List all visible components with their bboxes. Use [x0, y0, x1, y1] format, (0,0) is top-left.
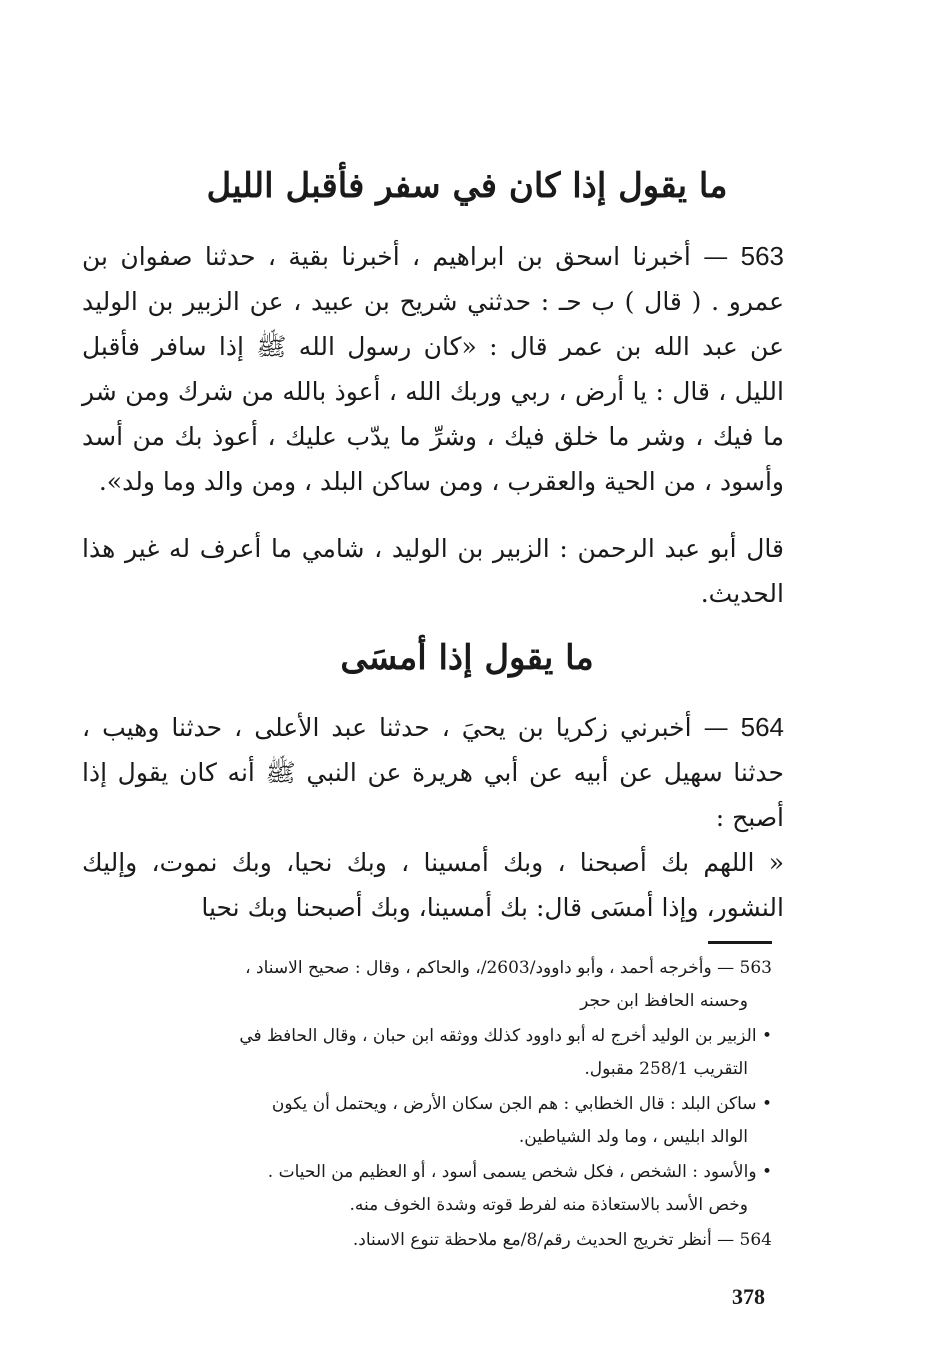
footnote-text: والأسود : الشخص ، فكل شخص يسمى أسود ، أو العظيم من الحيات . — [267, 1162, 757, 1182]
footnote-marker: • — [761, 1026, 772, 1046]
footnote — [82, 1088, 772, 1154]
hadith-text: — أخبرني زكريا بن يحيَ ، حدثنا عبد الأعلى ، حدثنا وهيب ، حدثنا سهيل عن أبيه عن أبي هريرة عن النبي ﷺ أنه كان يقول إذا أصبح : — [82, 713, 785, 832]
hadith-text: — أخبرنا اسحق بن ابراهيم ، أخبرنا بقية ، حدثنا صفوان بن عمرو . ( قال ) ب حـ : حدثني شريح بن عبيد ، عن الزبير بن الوليد عن عبد الله بن عمر قال : «كان رسول الله ﷺ إذا سافر فأقبل الليل ، قال : يا أرض ، ربي وربك الله ، أعوذ بالله من شرك ومن شر ما فيك ، وشر ما خلق فيك ، وشرِّ ما يدّب عليك ، أعوذ بك من أسد وأسود ، من الحية والعقرب ، ومن ساكن البلد ، ومن والد وما ولد». — [82, 242, 784, 496]
hadith-number: 563 — [740, 241, 784, 271]
footnote-marker: 564 — — [717, 1230, 772, 1250]
footnote-text: أنظر تخريج الحديث رقم/8/مع ملاحظة تنوع الاسناد. — [352, 1230, 712, 1250]
footnote-continuation: وخص الأسد بالاستعاذة منه لفرط قوته وشدة الخوف منه. — [349, 1195, 748, 1215]
footnote-text: ساكن البلد : قال الخطابي : هم الجن سكان الأرض ، ويحتمل أن يكون — [271, 1094, 757, 1114]
section-title-night-travel: ما يقول إذا كان في سفر فأقبل الليل — [206, 166, 728, 206]
hadith-563 — [82, 234, 784, 504]
hadith-number: 564 — [740, 712, 784, 742]
footnote-divider — [708, 941, 772, 944]
footnote — [82, 1020, 772, 1086]
footnote-marker: • — [761, 1162, 772, 1182]
page-number: 378 — [732, 1284, 765, 1309]
footnotes — [82, 952, 772, 1259]
footnote — [82, 952, 772, 1018]
footnote-text: الزبير بن الوليد أخرج له أبو داوود كذلك ووثقه ابن حبان ، وقال الحافظ في — [239, 1026, 757, 1046]
footnote-continuation: وحسنه الحافظ ابن حجر — [580, 991, 748, 1011]
section-title-evening: ما يقول إذا أمسَى — [340, 638, 594, 678]
footnote — [82, 1156, 772, 1222]
footnote-continuation: الوالد ابليس ، وما ولد الشياطين. — [518, 1127, 748, 1147]
footnote-marker: • — [761, 1094, 772, 1114]
hadith-564 — [82, 705, 784, 930]
footnote-continuation: التقريب 258/1 مقبول. — [584, 1059, 748, 1079]
dua-text: « اللهم بك أصبحنا ، وبك أمسينا ، وبك نحيا، وبك نموت، وإليك النشور، وإذا أمسَى قال: بك أمسينا، وبك أصبحنا وبك نحيا — [82, 848, 784, 922]
author-comment: قال أبو عبد الرحمن : الزبير بن الوليد ، شامي ما أعرف له غير هذا الحديث. — [82, 534, 784, 608]
footnote-text: وأخرجه أحمد ، وأبو داوود/2603/، والحاكم ، وقال : صحيح الاسناد ، — [245, 958, 712, 978]
footnote — [82, 1224, 772, 1257]
footnote-marker: 563 — — [717, 958, 772, 978]
